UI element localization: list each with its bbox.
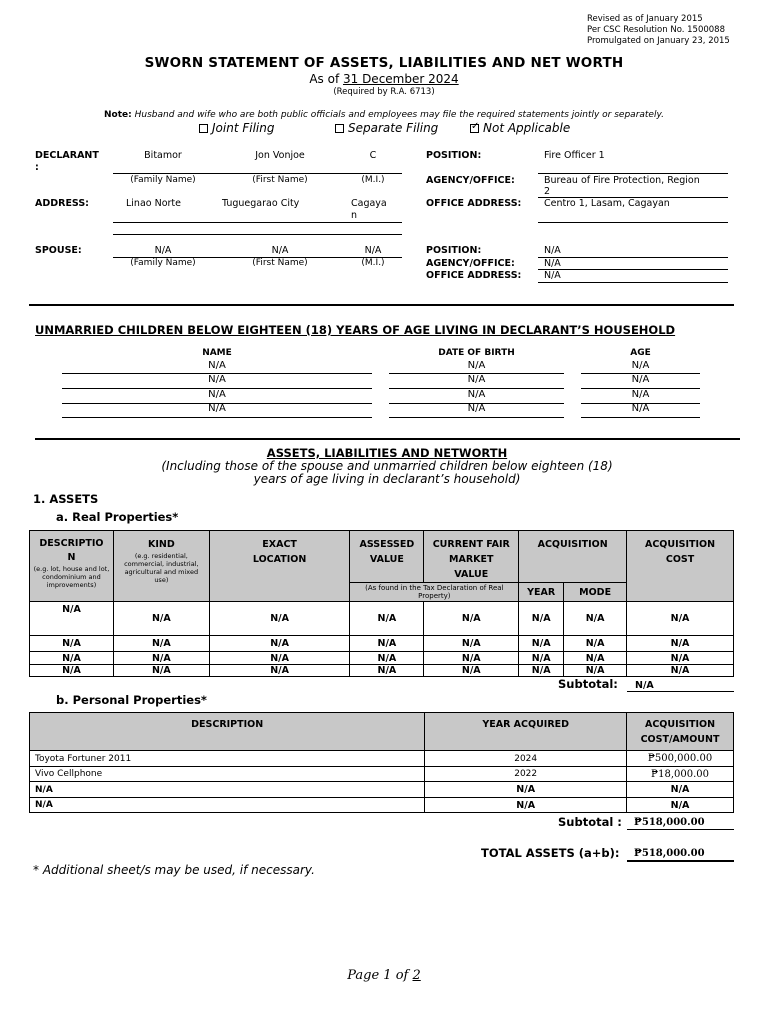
pp-description-header: DESCRIPTION bbox=[30, 713, 425, 751]
revision-info bbox=[587, 14, 730, 47]
spouse-first-caption: (First Name) bbox=[252, 258, 308, 268]
checkbox-icon[interactable] bbox=[199, 124, 208, 133]
revision-line-1: Revised as of January 2015 bbox=[587, 14, 703, 24]
rp-tax-note: (As found in the Tax Declaration of Real Property) bbox=[350, 583, 519, 602]
table-row: N/A N/A N/A bbox=[30, 798, 734, 813]
alnw-subtitle-line-2: years of age living in declarant’s household) bbox=[253, 472, 521, 486]
note-text: Husband and wife who are both public officials and employees may file the required statements jointly or separately. bbox=[131, 110, 664, 120]
filing-note bbox=[0, 110, 768, 120]
children-age-header: AGE bbox=[630, 348, 651, 358]
child-age: N/A bbox=[631, 374, 650, 385]
not-applicable-option[interactable] bbox=[470, 121, 570, 135]
address-line-1 bbox=[113, 222, 402, 223]
declarant-first-name: Jon Vonjoe bbox=[255, 150, 305, 161]
spouse-label: SPOUSE: bbox=[35, 245, 82, 256]
spouse-position-label: POSITION: bbox=[426, 245, 482, 256]
personal-subtotal-value: ₱518,000.00 bbox=[634, 817, 705, 828]
spouse-family-caption: (Family Name) bbox=[130, 258, 196, 268]
table-row: N/A N/A N/A N/A N/A N/A N/A N/A bbox=[30, 602, 734, 636]
document-title: SWORN STATEMENT OF ASSETS, LIABILITIES AND NET WORTH bbox=[144, 55, 624, 71]
table-row: Toyota Fortuner 2011 2024 ₱500,000.00 bbox=[30, 751, 734, 767]
address-part-3b: n bbox=[351, 210, 358, 221]
checkbox-icon[interactable] bbox=[335, 124, 344, 133]
child-dob: N/A bbox=[467, 374, 486, 385]
child-age: N/A bbox=[631, 360, 650, 371]
address-line-2 bbox=[113, 234, 402, 235]
position-line bbox=[538, 173, 728, 174]
separate-filing-option[interactable] bbox=[335, 121, 438, 135]
real-subtotal-label: Subtotal: bbox=[558, 677, 618, 691]
rp-kind-header: KIND (e.g. residential, commercial, industrial, agricultural and mixed use) bbox=[113, 531, 209, 602]
note-label: Note: bbox=[104, 110, 132, 120]
child-name: N/A bbox=[208, 360, 226, 371]
alnw-subtitle-line-1: (Including those of the spouse and unmarried children below eighteen (18) bbox=[161, 459, 613, 473]
rp-location-header: EXACT LOCATION bbox=[209, 531, 350, 602]
personal-subtotal-line bbox=[627, 829, 734, 830]
spouse-office-label: OFFICE ADDRESS: bbox=[426, 270, 522, 281]
assets-heading: 1. ASSETS bbox=[33, 492, 99, 506]
office-address-label: OFFICE ADDRESS: bbox=[426, 198, 522, 209]
table-row: N/A N/A N/A bbox=[30, 782, 734, 798]
spouse-position-line bbox=[538, 257, 728, 258]
declarant-family-caption: (Family Name) bbox=[130, 175, 196, 185]
real-properties-heading: a. Real Properties* bbox=[56, 510, 179, 524]
page-prefix: Page 1 of bbox=[347, 968, 413, 983]
spouse-agency-line bbox=[538, 269, 728, 270]
declarant-label: DECLARANT bbox=[35, 150, 99, 161]
rp-acquisition-header: ACQUISITION bbox=[519, 531, 627, 583]
office-address-value: Centro 1, Lasam, Cagayan bbox=[544, 198, 670, 209]
rp-year-header: YEAR bbox=[519, 583, 564, 602]
table-row: N/A N/A N/A N/A N/A N/A N/A N/A bbox=[30, 652, 734, 665]
spouse-position-value: N/A bbox=[544, 245, 561, 256]
address-part-1: Linao Norte bbox=[126, 198, 182, 209]
rp-desc-header: DESCRIPTIO N (e.g. lot, house and lot, condominium and improvements) bbox=[30, 531, 114, 602]
additional-sheets-note: * Additional sheet/s may be used, if necessary. bbox=[33, 863, 315, 877]
as-of-prefix: As of bbox=[309, 72, 343, 86]
child-dob: N/A bbox=[467, 360, 486, 371]
separate-filing-label: Separate Filing bbox=[348, 121, 439, 135]
as-of-date bbox=[0, 72, 768, 86]
declarant-mi-caption: (M.I.) bbox=[361, 175, 385, 185]
address-part-3a: Cagaya bbox=[351, 198, 387, 209]
child-name: N/A bbox=[208, 389, 226, 400]
checkbox-checked-icon[interactable] bbox=[470, 124, 479, 133]
table-row: N/A N/A N/A N/A N/A N/A N/A N/A bbox=[30, 665, 734, 677]
agency-label: AGENCY/OFFICE: bbox=[426, 175, 515, 186]
spouse-office-value: N/A bbox=[544, 270, 561, 281]
personal-subtotal-label: Subtotal : bbox=[558, 815, 622, 829]
agency-value-line-1: Bureau of Fire Protection, Region bbox=[544, 175, 700, 186]
real-subtotal-value: N/A bbox=[635, 680, 654, 691]
total-assets-value: ₱518,000.00 bbox=[634, 848, 705, 859]
position-value: Fire Officer 1 bbox=[544, 150, 605, 161]
table-row: N/A N/A N/A N/A N/A N/A N/A N/A bbox=[30, 636, 734, 652]
table-row: Vivo Cellphone 2022 ₱18,000.00 bbox=[30, 767, 734, 782]
declarant-family-name: Bitamor bbox=[144, 150, 182, 161]
child-dob: N/A bbox=[467, 403, 486, 414]
alnw-title: ASSETS, LIABILITIES AND NETWORTH bbox=[266, 446, 508, 460]
office-address-line bbox=[538, 222, 728, 223]
spouse-office-line bbox=[538, 282, 728, 283]
spouse-mi: N/A bbox=[364, 245, 382, 256]
child-name: N/A bbox=[208, 374, 226, 385]
pp-cost-header: ACQUISITION COST/AMOUNT bbox=[627, 713, 734, 751]
real-subtotal-line bbox=[627, 691, 734, 692]
rp-cost-header: ACQUISITION COST bbox=[627, 531, 734, 602]
address-label: ADDRESS: bbox=[35, 198, 89, 209]
real-properties-table bbox=[29, 530, 734, 677]
declarant-first-caption: (First Name) bbox=[252, 175, 308, 185]
total-assets-label: TOTAL ASSETS (a+b): bbox=[481, 846, 620, 860]
personal-properties-heading: b. Personal Properties* bbox=[56, 693, 207, 707]
address-part-2: Tuguegarao City bbox=[222, 198, 300, 209]
not-applicable-label: Not Applicable bbox=[483, 121, 571, 135]
rp-assessed-header: ASSESSED VALUE bbox=[350, 531, 424, 583]
spouse-agency-label: AGENCY/OFFICE: bbox=[426, 258, 515, 269]
page-number bbox=[0, 968, 768, 983]
spouse-agency-value: N/A bbox=[544, 258, 561, 269]
spouse-family-name: N/A bbox=[154, 245, 172, 256]
section-divider bbox=[35, 438, 740, 440]
declarant-mi: C bbox=[369, 150, 377, 161]
revision-line-3: Promulgated on January 23, 2015 bbox=[587, 36, 730, 46]
rp-fair-value-header: CURRENT FAIR MARKET VALUE bbox=[424, 531, 519, 583]
position-label: POSITION: bbox=[426, 150, 482, 161]
child-age: N/A bbox=[631, 403, 650, 414]
page-total: 2 bbox=[412, 968, 421, 983]
required-by: (Required by R.A. 6713) bbox=[333, 87, 435, 97]
child-name: N/A bbox=[208, 403, 226, 414]
declarant-colon: : bbox=[35, 162, 39, 173]
children-name-header: NAME bbox=[202, 348, 232, 358]
child-age: N/A bbox=[631, 389, 650, 400]
as-of-date-value: 31 December 2024 bbox=[342, 72, 459, 86]
spouse-mi-caption: (M.I.) bbox=[361, 258, 385, 268]
children-section-title: UNMARRIED CHILDREN BELOW EIGHTEEN (18) YEARS OF AGE LIVING IN DECLARANT’S HOUSEHOLD bbox=[35, 323, 676, 337]
pp-year-header: YEAR ACQUIRED bbox=[425, 713, 627, 751]
rp-mode-header: MODE bbox=[564, 583, 627, 602]
section-divider bbox=[29, 304, 734, 306]
total-assets-line bbox=[627, 860, 734, 862]
declarant-name-line bbox=[113, 173, 402, 174]
joint-filing-option[interactable] bbox=[199, 121, 274, 135]
agency-value-line-2: 2 bbox=[544, 186, 551, 197]
joint-filing-label: Joint Filing bbox=[212, 121, 275, 135]
revision-line-2: Per CSC Resolution No. 1500088 bbox=[587, 25, 726, 35]
personal-properties-table bbox=[29, 712, 734, 813]
spouse-first-name: N/A bbox=[271, 245, 289, 256]
child-dob: N/A bbox=[467, 389, 486, 400]
children-dob-header: DATE OF BIRTH bbox=[438, 348, 515, 358]
